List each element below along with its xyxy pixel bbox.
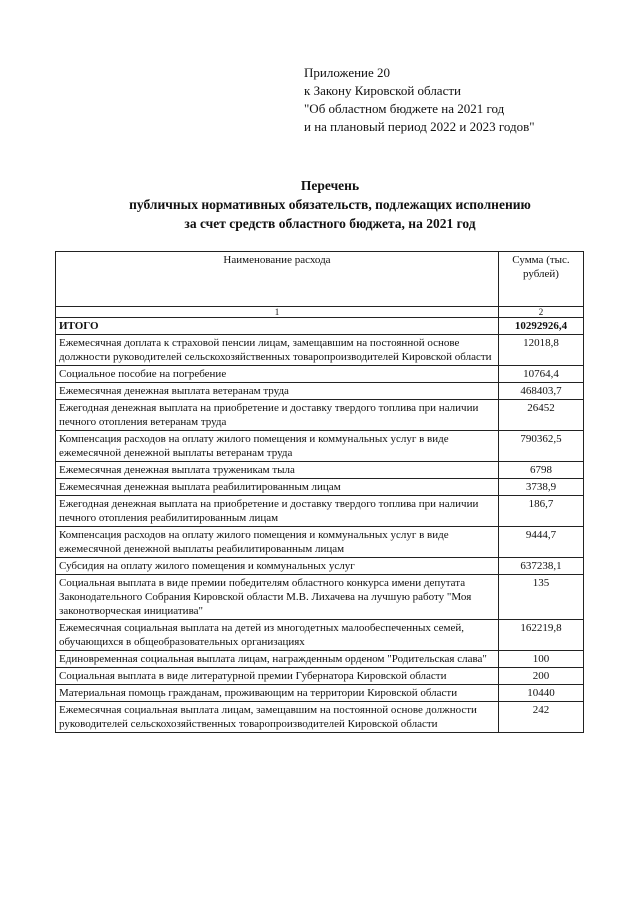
expense-name: Компенсация расходов на оплату жилого помещения и коммунальных услуг в виде ежемесячной денежной выплаты реабилитированным лицам [56,527,499,558]
appendix-line: и на плановый период 2022 и 2023 годов" [304,119,535,134]
title-line: Перечень [300,178,360,193]
table-row [56,479,584,496]
table-row [56,527,584,558]
column-number: 2 [499,307,584,318]
expense-name: Социальное пособие на погребение [56,366,499,383]
table-row [56,400,584,431]
column-number-row [56,307,584,318]
expense-amount: 10764,4 [499,366,584,383]
table-row [56,431,584,462]
expense-amount: 9444,7 [499,527,584,558]
table-row [56,651,584,668]
expense-name: Ежемесячная социальная выплата лицам, замещавшим на постоянной основе должности руководителей сельскохозяйственных товаропроизводителей Кировской области [56,702,499,733]
table-row [56,685,584,702]
expenditure-table [55,251,584,733]
table-row [56,335,584,366]
expense-amount: 3738,9 [499,479,584,496]
expense-amount: 12018,8 [499,335,584,366]
expense-name: Компенсация расходов на оплату жилого помещения и коммунальных услуг в виде ежемесячной денежной выплаты ветеранам труда [56,431,499,462]
expense-name: Ежегодная денежная выплата на приобретение и доставку твердого топлива при наличии печного отопления ветеранам труда [56,400,499,431]
expense-name: Ежегодная денежная выплата на приобретение и доставку твердого топлива при наличии печного отопления реабилитированным лицам [56,496,499,527]
appendix-line: к Закону Кировской области [304,83,461,98]
expense-amount: 468403,7 [499,383,584,400]
expense-name: Ежемесячная денежная выплата труженикам тыла [56,462,499,479]
document-title [60,176,600,233]
column-header-amount: Сумма (тыс. рублей) [499,252,584,307]
expense-amount: 162219,8 [499,620,584,651]
table-row [56,366,584,383]
expense-name: Ежемесячная социальная выплата на детей из многодетных малообеспеченных семей, обучающихся в общеобразовательных организациях [56,620,499,651]
appendix-line: Приложение 20 [304,65,391,80]
table-row [56,558,584,575]
expense-amount: 10440 [499,685,584,702]
expense-name: Материальная помощь гражданам, проживающим на территории Кировской области [56,685,499,702]
expense-amount: 790362,5 [499,431,584,462]
expense-amount: 242 [499,702,584,733]
expense-amount: 26452 [499,400,584,431]
total-row [56,318,584,335]
expense-name: Ежемесячная доплата к страховой пенсии лицам, замещавшим на постоянной основе должности руководителей сельскохозяйственных товаропроизводителей Кировской области [56,335,499,366]
expense-amount: 6798 [499,462,584,479]
appendix-block [304,64,535,136]
table-row [56,575,584,620]
expense-amount: 637238,1 [499,558,584,575]
expense-name: Единовременная социальная выплата лицам, награжденным орденом "Родительская слава" [56,651,499,668]
expense-name: Социальная выплата в виде премии победителям областного конкурса имени депутата Законодательного Собрания Кировской области М.В. Лихачева на лучшую работу "Моя законотворческая инициатива" [56,575,499,620]
table-header-row [56,252,584,307]
table-row [56,620,584,651]
expense-amount: 200 [499,668,584,685]
total-amount: 10292926,4 [499,318,584,335]
expense-name: Ежемесячная денежная выплата ветеранам труда [56,383,499,400]
column-header-name: Наименование расхода [56,252,499,307]
total-label: ИТОГО [56,318,499,335]
column-number: 1 [56,307,499,318]
expense-name: Субсидия на оплату жилого помещения и коммунальных услуг [56,558,499,575]
table-row [56,383,584,400]
expense-amount: 100 [499,651,584,668]
appendix-line: "Об областном бюджете на 2021 год [304,101,505,116]
expense-amount: 186,7 [499,496,584,527]
table-row [56,462,584,479]
expense-amount: 135 [499,575,584,620]
expense-name: Социальная выплата в виде литературной премии Губернатора Кировской области [56,668,499,685]
expense-name: Ежемесячная денежная выплата реабилитированным лицам [56,479,499,496]
title-line: за счет средств областного бюджета, на 2021 год [184,216,476,231]
table-row [56,668,584,685]
table-row [56,702,584,733]
table-row [56,496,584,527]
title-line: публичных нормативных обязательств, подлежащих исполнению [129,197,531,212]
